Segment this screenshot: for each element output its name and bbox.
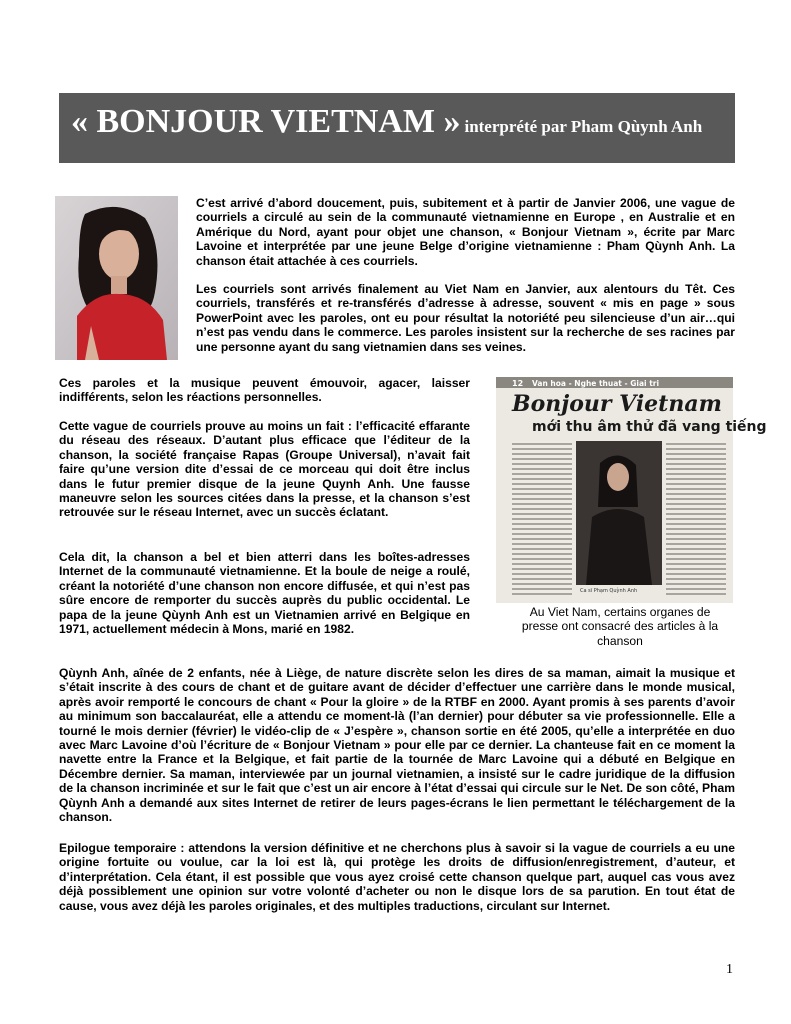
clipping-section-header: Van hoa - Nghe thuat - Giai tri [532, 379, 660, 388]
paragraph-network: Cette vague de courriels prouve au moins un fait : l’efficacité effarante du réseau des réseaux. D’autant plus efficace que l’éditeur de la chanson, la société française Rapas (Groupe Universal), n’avait fait faire qu’une version dite d’essai de ce morceau qui doit être inclus dans le futur premier disque de la jeune Quynh Anh. Une fausse maneuvre selon les sources citées dans la presse, et la chanson s’est retrouvée sur le réseau Internet, avec un succès éclatant. [59, 419, 470, 520]
newspaper-clipping [496, 377, 767, 603]
clipping-caption: Au Viet Nam, certains organes de presse ont consacré des articles à la chanson [521, 605, 719, 648]
paragraph-reactions: Ces paroles et la musique peuvent émouvoir, agacer, laisser indifférents, selon les réactions personnelles. [59, 376, 470, 405]
paragraph-community: Cela dit, la chanson a bel et bien atterri dans les boîtes-adresses Internet de la communauté vietnamienne. Et la boule de neige a roulé, créant la notoriété d’une chanson non encore diffusée, et qui n’est pas sûre encore de remporter du succès auprès du public occidental. Le papa de la jeune Qùynh Anh est un Vietnamien arrivé en Belgique en 1971, actuellement médecin à Mons, marié en 1982. [59, 550, 470, 637]
paragraph-arrival: Les courriels sont arrivés finalement au Viet Nam en Janvier, aux alentours du Têt. Ces courriels, transférés et re-transférés d’adresse à adresse, souvent « mis en page » sous PowerPoint avec les paroles, ont eu pour résultat la notoriété peu silencieuse d’un air…qui n’est pas vendu dans le commerce. Les paroles insistent sur la recherche de ses racines par une personne ayant du sang vietnamien dans ses veines. [196, 282, 735, 354]
clipping-headline: Bonjour Vietnam [512, 391, 722, 417]
page-number: 1 [726, 962, 733, 977]
title-main: « BONJOUR VIETNAM » [71, 103, 461, 140]
clipping-page-number: 12 [512, 379, 524, 388]
page-title [71, 103, 702, 141]
clipping-photo-caption: Ca sĩ Phạm Quỳnh Anh [580, 588, 638, 594]
singer-portrait-photo [55, 196, 178, 360]
paragraph-intro: C’est arrivé d’abord doucement, puis, subitement et à partir de Janvier 2006, une vague de courriels a circulé au sein de la communauté vietnamienne en Europe , en Australie et en Amérique du Nord, ayant pour objet une chanson, « Bonjour Vietnam », écrite par Marc Lavoine et interprétée par une jeune Belge d’origine vietnamienne : Pham Qùynh Anh. La chanson était attachée à ces courriels. [196, 196, 735, 268]
paragraph-epilogue: Epilogue temporaire : attendons la version définitive et ne cherchons plus à savoir si la vague de courriels a eu une origine fortuite ou voulue, car la loi est là, qui protège les droits de diffusion/enregistrement, d’auteur, et d’interprétation. Cela étant, il est possible que vous ayez croisé cette chanson quelque part, auquel cas vous avez déjà possiblement une opinion sur votre volonté d’acheter ou non le disque lors de sa parution. En tout état de cause, vous avez déjà les paroles originales, et des multiples traductions, circulant sur Internet. [59, 841, 735, 913]
clipping-subheadline: mới thu âm thử đã vang tiếng [532, 419, 767, 435]
title-banner [59, 93, 735, 163]
title-subtitle: interprété par Pham Qùynh Anh [464, 117, 703, 136]
paragraph-biography: Qùynh Anh, aînée de 2 enfants, née à Liège, de nature discrète selon les dires de sa maman, aimait la musique et s’était inscrite à des cours de chant et de guitare avant de décider d’effectuer une carrière dans le monde musical, après avoir remporté le concours de chant « Pour la gloire » de la RTBF en 2000. Ayant promis à ses parents d’avoir au minimum son baccalauréat, elle a attendu ce moment-là (l’an dernier) pour débuter sa vie professionnelle. Elle a tourné le mois dernier (février) le vidéo-clip de « J’espère », chanson sortie en été 2005, qu’elle a interprétée en duo avec Marc Lavoine d’où l’écriture de « Bonjour Vietnam » pour elle par ce dernier. La chanteuse fait en ce moment la navette entre la France et la Belgique, et fait partie de la tournée de Marc Lavoine qui a débuté en Belgique en Décembre dernier. Sa maman, interviewée par un journal vietnamien, a insisté sur le cadre juridique de la diffusion de la chanson incriminée et sur le fait que c’est un air encore à l’état d’essai qui circule sur le Net. De son côté, Pham Qùynh Anh a demandé aux sites Internet de retirer de leurs pages-écrans le lien permettant le téléchargement de la chanson. [59, 666, 735, 825]
